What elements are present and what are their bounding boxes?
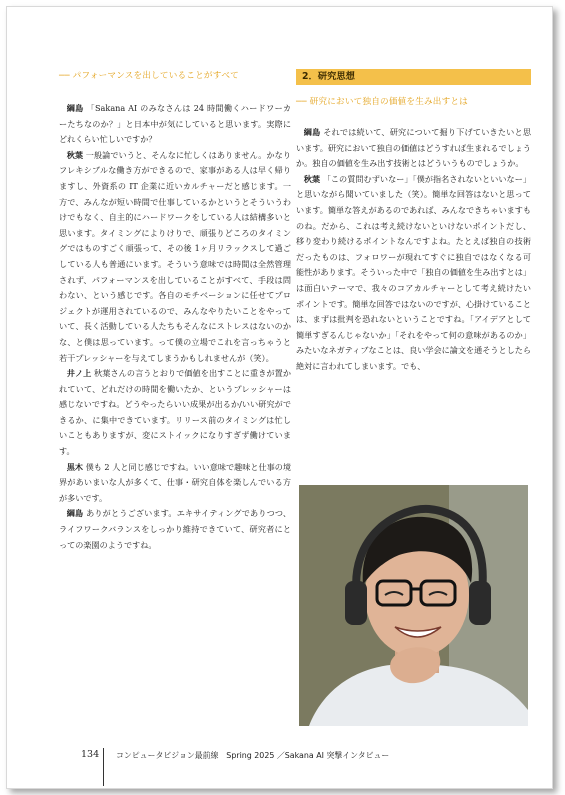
paragraph-text: それでは続いて、研究について掘り下げていきたいと思います。研究において独自の価値はどうすれば生まれるでしょうか。独自の価値を生み出す技術とはどういうものでしょうか。: [296, 127, 531, 169]
running-title: コンピュータビジョン最前線 Spring 2025 ／Sakana AI 突撃インタビュー: [116, 751, 390, 760]
paragraph: [296, 125, 531, 172]
paragraph: [296, 172, 531, 375]
speaker-name: 黒木: [66, 461, 83, 472]
paragraph: [59, 506, 291, 553]
right-body: [296, 125, 531, 375]
paragraph-text: 「この質問むずいなー」「僕が指名されないといいなー」と思いながら聞いていました（笑）。簡単な回答はないと思っています。簡単な答えがあるのであれば、みんなできちゃいますものね。だから、これは考え続けないといけないポイントだし、移り変わり続けるポイントなんですよね。たとえば独自の技術だったものは、フォロワーが現れてすぐに独自ではなくなる可能性があります。そういった中で「独自の価値を生み出すとは」は面白いテーマで、我々のコアカルチャーとして考え続けたいポイントです。簡単な回答ではないのですが、心掛けていることは、まずは批判を恐れないということですね。「アイデアとして簡単すぎるんじゃないか」「それをやって何の意味があるのか」みたいなネガティブなことは、良い学会に論文を通そうとしたら絶対に言われてしまいます。でも、: [296, 173, 531, 371]
left-body: [59, 101, 291, 553]
speaker-name: 綱島: [66, 508, 84, 519]
paragraph: [59, 101, 291, 148]
right-column: [296, 69, 531, 375]
paragraph-text: 僕も 2 人と同じ感じですね。いい意味で趣味と仕事の境界があいまいな人が多くて、仕事・研究自体を楽しんでいる方が多いです。: [59, 461, 291, 503]
speaker-name: 秋葉: [66, 149, 84, 160]
speaker-name: 井ノ上: [66, 368, 92, 379]
interviewee-photo: [299, 485, 528, 726]
section-title: 2．研究思想: [296, 69, 531, 85]
portrait-illustration: [299, 485, 528, 726]
paragraph: [59, 148, 291, 366]
left-subheading: ── パフォーマンスを出していることがすべて: [59, 71, 239, 81]
page-number: 134: [81, 749, 100, 760]
left-column: [59, 69, 291, 553]
paragraph: [59, 366, 291, 460]
paragraph: [59, 460, 291, 507]
page-footer: [7, 745, 552, 785]
page: [6, 6, 553, 789]
speaker-name: 秋葉: [303, 173, 321, 184]
paragraph-text: 秋葉さんの言うとおりで価値を出すことに重きが置かれていて、どれだけの時間を働いたか、というプレッシャーは感じないですね。どうやったらいい成果が出るか/いい研究ができるか、に集中できています。リリース前のタイミングは忙しいこともありますが、変にストイックになりすぎず働けています。: [59, 368, 291, 457]
paragraph-text: 一般論でいうと、そんなに忙しくはありません。かなりフレキシブルな働き方ができるので、家事がある人は早く帰りますし、外資系の IT 企業に近いカルチャーだと感じます。一方で、みんなが短い時間で仕事しているかというとそういうわけでもなく、自主的にハードワークをしている人は結構多いと思います。タイミングによりけりで、頑張りどころのタイミングではものすごく頑張って、その後 1ヶ月リラックスして過ごしている人も普通にいます。そういう意味では時間は全然管理されず、パフォーマンスを出していることがすべて、手段は問わない、という感じです。各自のモチベーションに任せてプロジェクトが運用されているので、みんなやりたいことをやっていて、長く活動している人たちもそんなにストレスはないのかな、と僕は思っています。って僕の立場でこれを言っちゃうと若干プレッシャーを与えてしまうかもしれませんが（笑）。: [59, 149, 291, 363]
paragraph-text: 「Sakana AI のみなさんは 24 時間働くハードワーカーたちなのか？」と日本中が気にしていると思います。実際にどれくらい忙しいですか？: [59, 103, 291, 145]
speaker-name: 綱島: [303, 127, 321, 137]
paragraph-text: ありがとうございます。エキサイティングでありつつ、ライフワークバランスをしっかり維持できていて、研究者にとっての楽園のようですね。: [59, 508, 291, 550]
speaker-name: 綱島: [66, 103, 84, 113]
right-subheading: ── 研究において独自の価値を生み出すとは: [296, 97, 468, 107]
footer-divider: [103, 748, 104, 786]
